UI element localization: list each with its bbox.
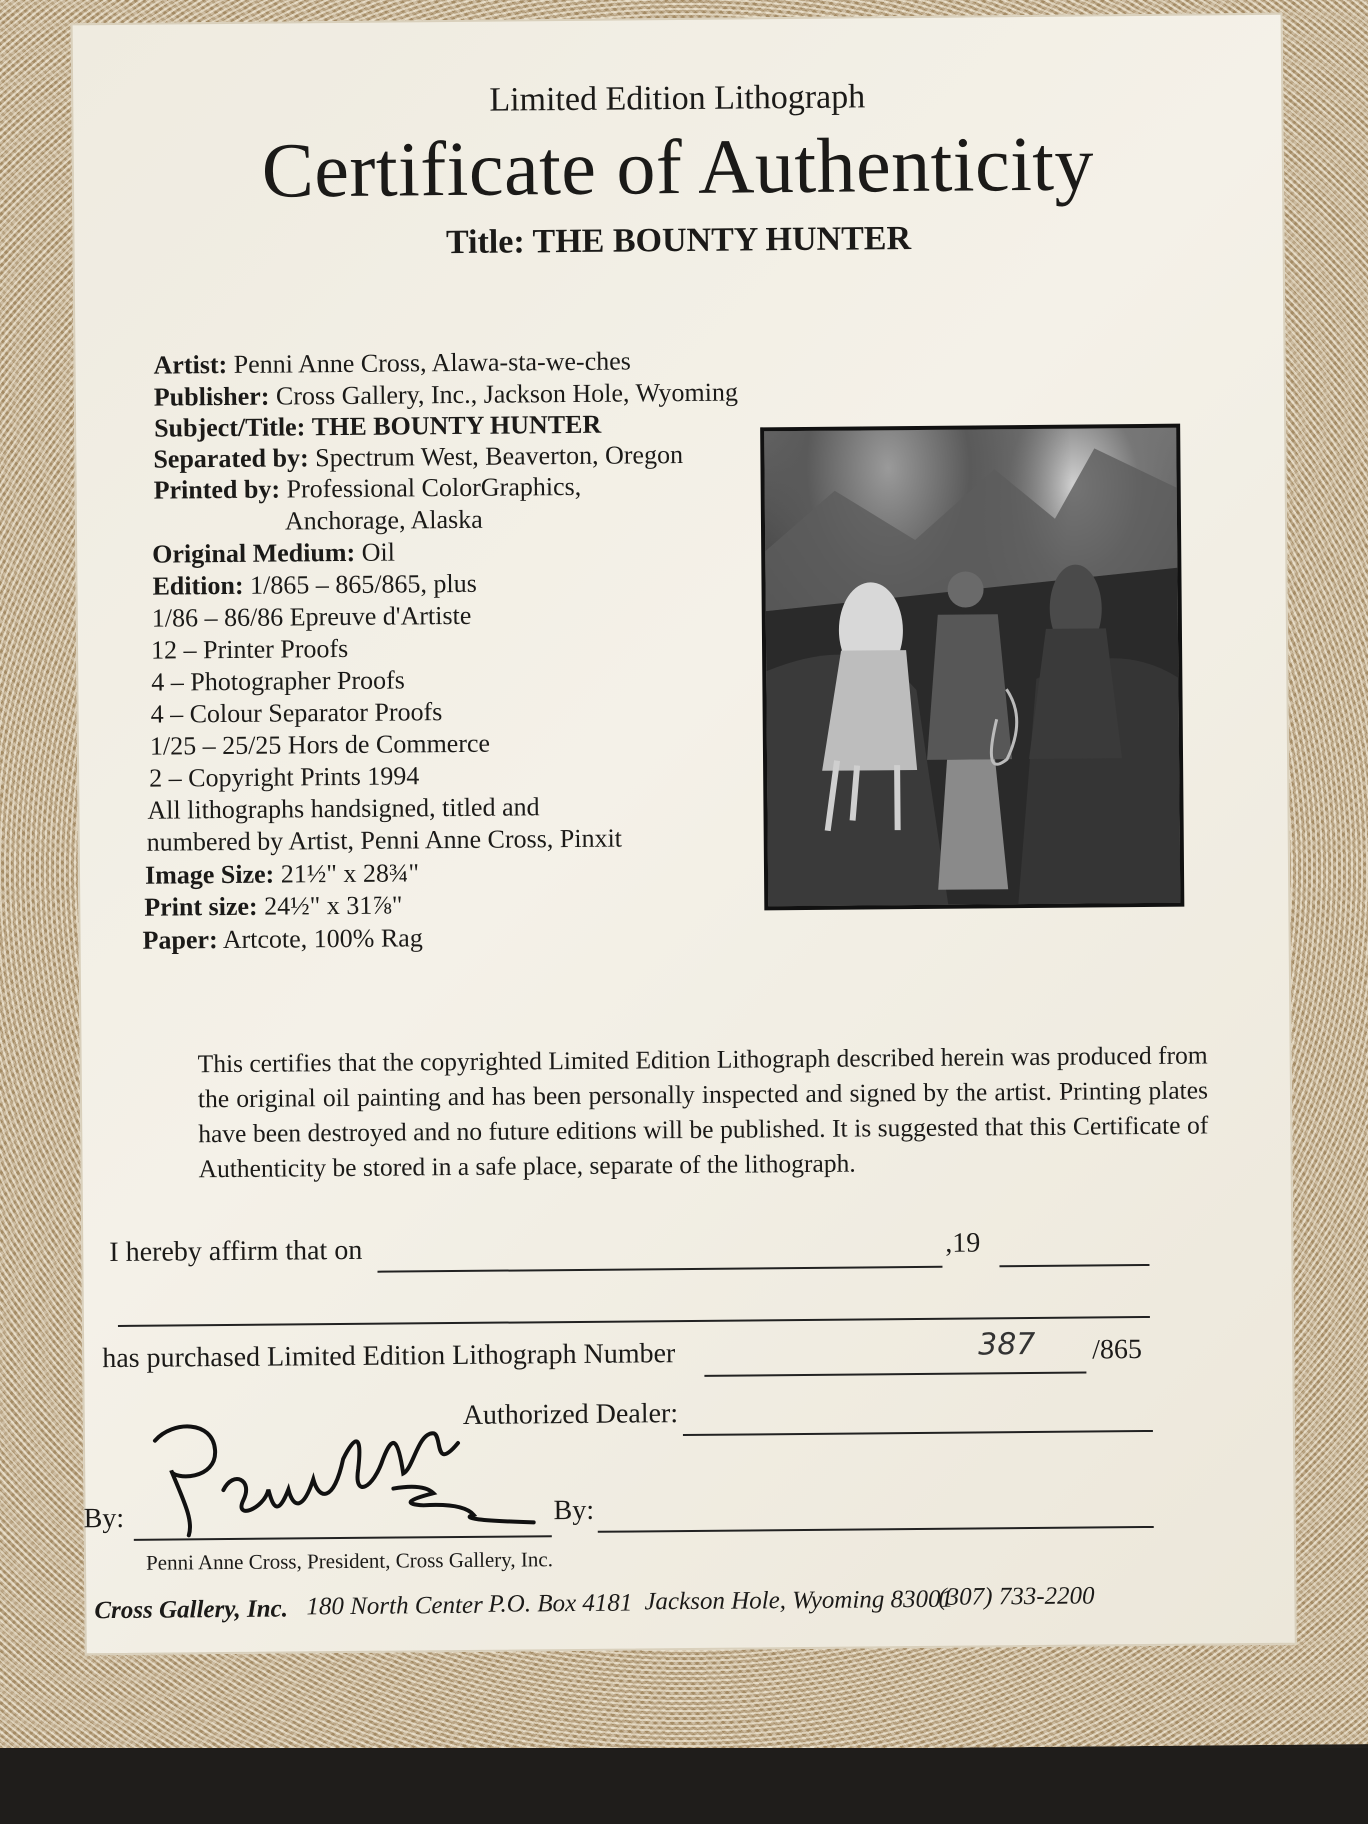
detail-medium: Original Medium: Oil	[152, 537, 396, 569]
detail-printed-city: Anchorage, Alaska	[284, 504, 483, 536]
detail-separated: Separated by: Spectrum West, Beaverton, Oregon	[153, 440, 684, 474]
purchaser-name-line[interactable]	[118, 1316, 1150, 1327]
signature-line-right[interactable]	[598, 1526, 1154, 1533]
artwork-title	[72, 217, 1284, 266]
artwork-title-label: Title:	[445, 223, 525, 262]
affirm-year-line[interactable]	[999, 1264, 1149, 1267]
detail-publisher: Publisher: Cross Gallery, Inc., Jackson Hole, Wyoming	[153, 377, 739, 412]
detail-hors-commerce: 1/25 – 25/25 Hors de Commerce	[149, 728, 491, 761]
affirm-year-prefix: ,19	[945, 1227, 981, 1259]
footer-city: Jackson Hole, Wyoming 83001	[644, 1585, 954, 1616]
detail-printer-proofs: 12 – Printer Proofs	[150, 633, 349, 665]
detail-copyright-prints: 2 – Copyright Prints 1994	[149, 761, 420, 793]
affirm-label: I hereby affirm that on	[109, 1234, 363, 1269]
detail-image-size: Image Size: 21½" x 28¾"	[144, 858, 420, 890]
detail-edition: Edition: 1/865 – 865/865, plus	[152, 568, 477, 601]
detail-subject: Subject/Title: THE BOUNTY HUNTER	[153, 409, 602, 443]
affirm-date-line[interactable]	[377, 1266, 942, 1273]
certificate-kicker: Limited Edition Lithograph	[489, 78, 866, 119]
detail-printed: Printed by: Professional ColorGraphics,	[153, 471, 582, 505]
detail-paper: Paper: Artcote, 100% Rag	[142, 923, 423, 955]
purchase-number-line[interactable]	[704, 1372, 1086, 1377]
artist-signature	[143, 1407, 584, 1551]
by-right-label: By:	[553, 1494, 595, 1527]
dealer-line[interactable]	[683, 1430, 1153, 1436]
detail-print-size: Print size: 24½" x 31⅞"	[144, 890, 403, 922]
detail-photographer-proofs: 4 – Photographer Proofs	[151, 665, 405, 697]
purchase-total: /865	[1092, 1334, 1143, 1366]
detail-edition-ea: 1/86 – 86/86 Epreuve d'Artiste	[151, 600, 472, 633]
certificate-title: Certificate of Authenticity	[261, 119, 1095, 214]
signer-caption: Penni Anne Cross, President, Cross Gallery, Inc.	[145, 1547, 554, 1575]
footer-phone: (307) 733-2200	[938, 1582, 1095, 1611]
footer-company: Cross Gallery, Inc.	[94, 1595, 289, 1625]
certification-paragraph: This certifies that the copyrighted Limited Edition Lithograph described herein was produced from the original oil painting and has been personally inspected and signed by the artist. Printing plates have been destroyed and no future editions will be published. It is suggested that this Certificate of Authenticity be stored in a safe place, separate of the lithograph.	[197, 1040, 1209, 1184]
dealer-label: Authorized Dealer:	[462, 1398, 679, 1431]
by-left-label: By:	[83, 1502, 125, 1535]
detail-artist: Artist: Penni Anne Cross, Alawa-sta-we-ches	[153, 346, 631, 380]
footer-street: 180 North Center	[306, 1591, 483, 1621]
detail-separator-proofs: 4 – Colour Separator Proofs	[150, 697, 443, 729]
purchase-label: has purchased Limited Edition Lithograph Number	[102, 1338, 676, 1375]
certificate-paper	[71, 13, 1297, 1656]
artwork-illustration	[764, 428, 1180, 907]
artwork-thumbnail	[760, 424, 1184, 911]
footer-pobox: P.O. Box 4181	[488, 1589, 633, 1618]
detail-numbered: numbered by Artist, Penni Anne Cross, Pinxit	[146, 823, 623, 857]
purchase-number-handwritten: 387	[978, 1326, 1036, 1363]
table-surface	[0, 1748, 1368, 1824]
detail-handsigned: All lithographs handsigned, titled and	[147, 792, 540, 825]
artwork-title-value: THE BOUNTY HUNTER	[532, 220, 912, 261]
